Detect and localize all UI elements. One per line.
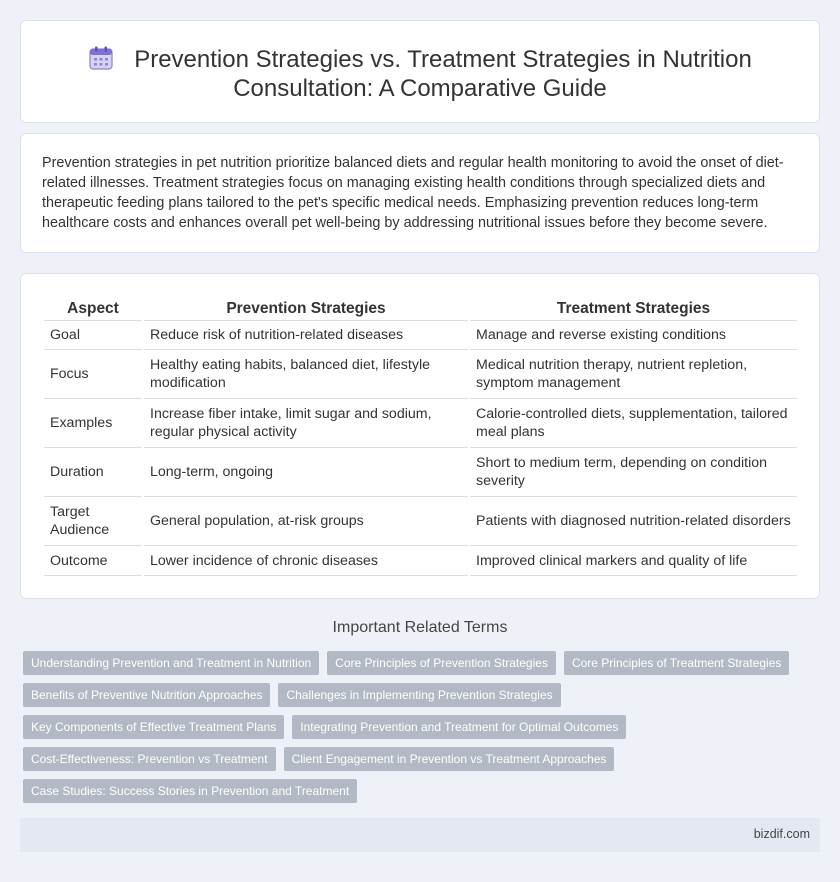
cell-treatment: Calorie-controlled diets, supplementation, tailored meal plans (470, 399, 797, 448)
cell-aspect: Goal (44, 321, 142, 350)
related-term-tag[interactable]: Case Studies: Success Stories in Prevention and Treatment (23, 779, 357, 803)
comparison-table-card (20, 273, 820, 599)
related-term-tag[interactable]: Benefits of Preventive Nutrition Approaches (23, 683, 270, 707)
cell-treatment: Patients with diagnosed nutrition-related disorders (470, 497, 797, 546)
related-term-tag[interactable]: Challenges in Implementing Prevention Strategies (278, 683, 560, 707)
header-treatment: Treatment Strategies (470, 296, 797, 321)
header-aspect: Aspect (44, 296, 142, 321)
calendar-icon (88, 45, 114, 71)
cell-treatment: Short to medium term, depending on condition severity (470, 448, 797, 497)
cell-prevention: Long-term, ongoing (144, 448, 468, 497)
cell-aspect: Duration (44, 448, 142, 497)
cell-aspect: Focus (44, 350, 142, 399)
cell-prevention: Lower incidence of chronic diseases (144, 546, 468, 576)
related-term-tag[interactable]: Understanding Prevention and Treatment in Nutrition (23, 651, 319, 675)
comparison-table (42, 296, 799, 576)
related-terms-title: Important Related Terms (332, 619, 508, 636)
table-row (44, 399, 797, 448)
cell-aspect: Outcome (44, 546, 142, 576)
footer (20, 818, 820, 852)
table-row (44, 350, 797, 399)
table-header-row (44, 296, 797, 321)
related-term-tag[interactable]: Integrating Prevention and Treatment for Optimal Outcomes (292, 715, 626, 739)
cell-aspect: Examples (44, 399, 142, 448)
related-term-tag[interactable]: Core Principles of Treatment Strategies (564, 651, 789, 675)
intro-card (20, 133, 820, 253)
header-card (20, 20, 820, 123)
cell-treatment: Medical nutrition therapy, nutrient repletion, symptom management (470, 350, 797, 399)
related-term-tag[interactable]: Client Engagement in Prevention vs Treatment Approaches (284, 747, 615, 771)
cell-aspect: Target Audience (44, 497, 142, 546)
cell-prevention: General population, at-risk groups (144, 497, 468, 546)
cell-treatment: Manage and reverse existing conditions (470, 321, 797, 350)
intro-paragraph: Prevention strategies in pet nutrition prioritize balanced diets and regular health monitoring to avoid the onset of diet-related illnesses. Treatment strategies focus on managing existing health conditions through specialized diets and therapeutic feeding plans tailored to the pet's specific medical needs. Emphasizing prevention reduces long-term healthcare costs and enhances overall pet well-being by addressing nutritional issues before they become severe. (42, 155, 784, 231)
table-row (44, 546, 797, 576)
table-row (44, 448, 797, 497)
related-term-tag[interactable]: Core Principles of Prevention Strategies (327, 651, 556, 675)
table-row (44, 321, 797, 350)
related-terms-list (23, 651, 813, 811)
cell-prevention: Reduce risk of nutrition-related diseases (144, 321, 468, 350)
related-term-tag[interactable]: Key Components of Effective Treatment Plans (23, 715, 284, 739)
cell-treatment: Improved clinical markers and quality of life (470, 546, 797, 576)
footer-site-link[interactable]: bizdif.com (753, 827, 810, 841)
cell-prevention: Increase fiber intake, limit sugar and sodium, regular physical activity (144, 399, 468, 448)
header-prevention: Prevention Strategies (144, 296, 468, 321)
title-line-1: Prevention Strategies vs. Treatment Strategies in Nutrition (134, 46, 752, 73)
page-title (21, 45, 819, 103)
related-term-tag[interactable]: Cost-Effectiveness: Prevention vs Treatment (23, 747, 276, 771)
cell-prevention: Healthy eating habits, balanced diet, lifestyle modification (144, 350, 468, 399)
title-line-2: Consultation: A Comparative Guide (233, 75, 607, 102)
table-row (44, 497, 797, 546)
